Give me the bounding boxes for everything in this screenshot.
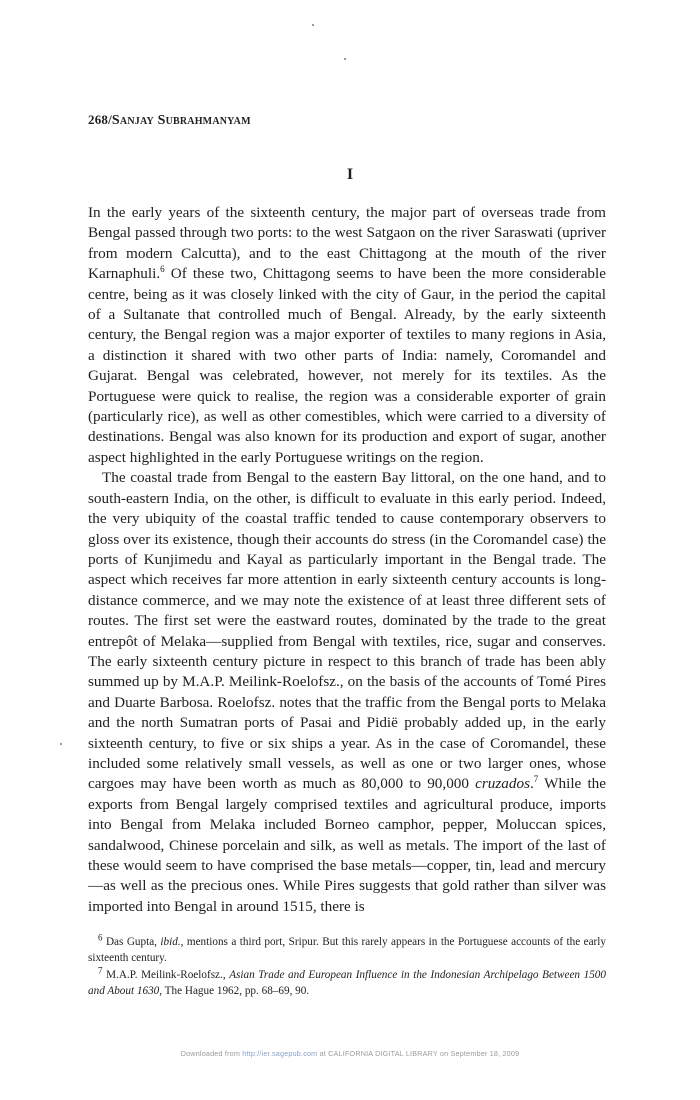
footnote-6: $^6$ Das Gupta, ibid., mentions a third port, Sripur. But this rarely appears in the Portuguese accounts of the early sixteenth century. (88, 932, 606, 964)
running-head (88, 112, 251, 129)
header-separator: / (108, 112, 112, 127)
page-number: 268 (88, 112, 109, 127)
footnote-mark-6: 6 (98, 932, 103, 943)
body-text (88, 203, 606, 917)
cited-title: Asian Trade and European Influence in the Indonesian Archipelago Between 1500 and About 1630 (88, 969, 606, 997)
author-name: Sanjay Subrahmanyam (111, 113, 251, 128)
scan-speck (60, 743, 62, 745)
footnote-mark-7: 7 (98, 965, 103, 976)
footnote-ref-7[interactable]: 7 (533, 774, 539, 785)
footnote-7: $^7$ M.A.P. Meilink-Roelofsz., Asian Trade and European Influence in the Indonesian Archipelago Between 1500 and About 1630, The Hague 1962, pp. 68–69, 90. (88, 965, 606, 997)
paragraph-2: The coastal trade from Bengal to the eastern Bay littoral, on the one hand, and to south-eastern India, on the other, is difficult to evaluate in this early period. Indeed, the very ubiquity of the coastal traffic tended to cause contemporary observers to gloss over its existence, though their accounts do stress (in the Coromandel case) the ports of Kunjimedu and Kayal as particularly important in the Bengal trade. The aspect which receives far more attention in early sixteenth century accounts is long-distance commerce, and we may note the existence of at least three different sets of routes. The first set were the eastward routes, dominated by the trade to the great entrepôt of Melaka—supplied from Bengal with textiles, rice, sugar and conserves. The early sixteenth century picture in respect to this branch of trade has been ably summed up by M.A.P. Meilink-Roelofsz., on the basis of the accounts of Tomé Pires and Duarte Barbosa. Roelofsz. notes that the traffic from the Bengal ports to Melaka and the north Sumatran ports of Pasai and Pidië probably added up, in the early sixteenth century, to five or six ships a year. As in the case of Coromandel, these included some relatively small vessels, as well as one or two larger ones, whose cargoes may have been worth as much as 80,000 to 90,000 cruzados.$^7$ While the exports from Bengal largely comprised textiles and agricultural produce, imports into Bengal from Melaka included Borneo camphor, pepper, Moluccan spices, sandalwood, Chinese porcelain and silk, as well as metals. The import of the last of these would seem to have comprised the base metals—copper, tin, lead and mercury—as well as the precious ones. While Pires suggests that gold rather than silver was imported into Bengal in around 1515, there is (88, 469, 606, 915)
scan-speck (344, 58, 346, 60)
scan-speck (312, 24, 314, 26)
section-number: I (346, 166, 354, 183)
paragraph-1: In the early years of the sixteenth century, the major part of overseas trade from Bengal passed through two ports: to the west Satgaon on the river Saraswati (upriver from modern Calcutta), and to the east Chittagong at the mouth of the river Karnaphuli.$^6$ Of these two, Chittagong seems to have been the more considerable centre, being as it was closely linked with the city of Gaur, in the period the capital of a Sultanate that controlled much of Bengal. Already, by the early sixteenth century, the Bengal region was a major exporter of textiles to many regions in Asia, a distinction it shared with two other parts of India: namely, Coromandel and Gujarat. Bengal was celebrated, however, not merely for its textiles. As the Portuguese were quick to realise, the region was a considerable exporter of grain (particularly rice), as well as other comestibles, which were carried to a diversity of destinations. Bengal was also known for its production and export of sugar, another aspect highlighted in the early Portuguese writings on the region. (88, 204, 606, 466)
source-link[interactable]: http://ier.sagepub.com (242, 1049, 318, 1058)
footnotes (88, 932, 606, 1001)
italic-term: cruzados (475, 775, 530, 793)
download-notice: Downloaded from http://ier.sagepub.com at CALIFORNIA DIGITAL LIBRARY on September 18, 2009 (180, 1049, 520, 1058)
footnote-ref-6[interactable]: 6 (160, 264, 165, 275)
